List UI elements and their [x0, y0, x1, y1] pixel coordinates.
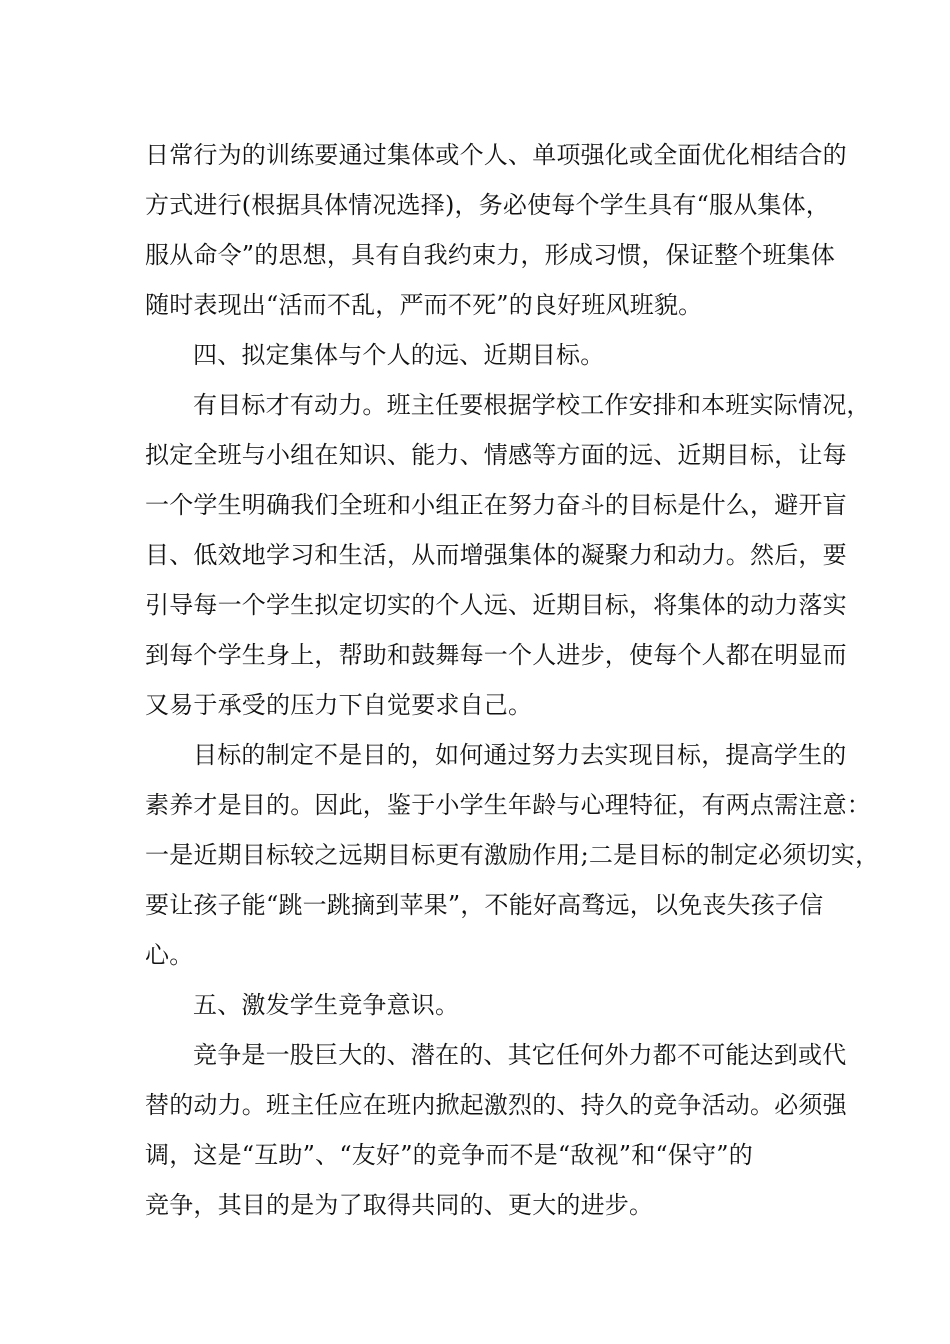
text-line: 随时表现出“活而不乱，严而不死”的良好班风班貌。	[145, 291, 703, 319]
text-line: 日常行为的训练要通过集体或个人、单项强化或全面优化相结合的	[145, 141, 847, 169]
text-line: 到每个学生身上，帮助和鼓舞每一个人进步，使每个人都在明显而	[145, 641, 847, 669]
section-heading: 五、激发学生竞争意识。	[193, 991, 460, 1019]
text-line: 目、低效地学习和生活，从而增强集体的凝聚力和动力。然后，要	[145, 541, 847, 569]
body-text	[145, 130, 880, 1230]
text-line: 目标的制定不是目的，如何通过努力去实现目标，提高学生的	[193, 741, 847, 769]
text-line: 要让孩子能“跳一跳摘到苹果”，不能好高骛远，以免丧失孩子信	[145, 891, 824, 919]
text-line: 引导每一个学生拟定切实的个人远、近期目标，将集体的动力落实	[145, 591, 847, 619]
text-line: 拟定全班与小组在知识、能力、情感等方面的远、近期目标，让每	[145, 441, 847, 469]
text-line: 有目标才有动力。班主任要根据学校工作安排和本班实际情况，	[193, 391, 871, 419]
text-line: 一是近期目标较之远期目标更有激励作用;二是目标的制定必须切实，	[145, 841, 880, 869]
text-line: 又易于承受的压力下自觉要求自己。	[145, 691, 533, 719]
text-line: 竞争，其目的是为了取得共同的、更大的进步。	[145, 1191, 654, 1219]
text-line: 竞争是一股巨大的、潜在的、其它任何外力都不可能达到或代	[193, 1041, 847, 1069]
text-line: 一个学生明确我们全班和小组正在努力奋斗的目标是什么，避开盲	[145, 491, 847, 519]
text-line: 素养才是目的。因此，鉴于小学生年龄与心理特征，有两点需注意：	[145, 791, 871, 819]
text-line: 替的动力。班主任应在班内掀起激烈的、持久的竞争活动。必须强	[145, 1091, 847, 1119]
text-line: 调，这是“互助”、“友好”的竞争而不是“敌视”和“保守”的	[145, 1141, 753, 1169]
text-line: 服从命令”的思想，具有自我约束力，形成习惯，保证整个班集体	[145, 241, 836, 269]
text-line: 方式进行(根据具体情况选择)，务必使每个学生具有“服从集体，	[145, 191, 830, 219]
text-line: 心。	[145, 941, 194, 969]
section-heading: 四、拟定集体与个人的远、近期目标。	[193, 341, 605, 369]
